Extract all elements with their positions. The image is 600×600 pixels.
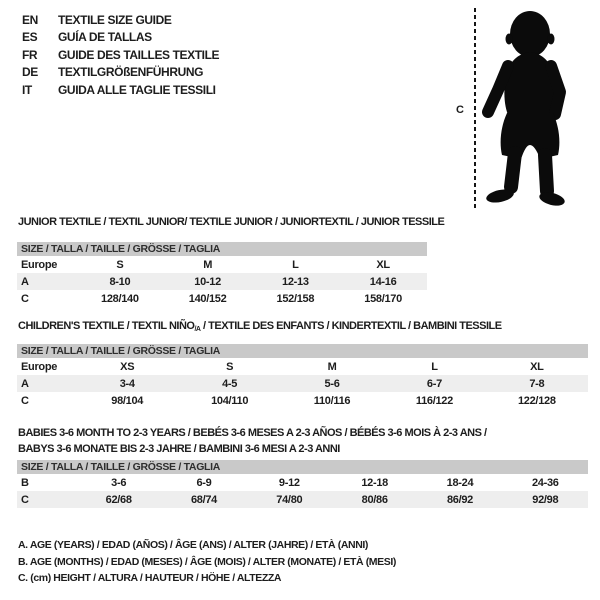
babies-size-table (17, 460, 588, 508)
toddler-silhouette (478, 8, 570, 208)
language-row (22, 11, 219, 29)
children-title-pre: CHILDREN'S TEXTILE / TEXTIL NIÑO (18, 320, 195, 332)
children-title-post: / TEXTILE DES ENFANTS / KINDERTEXTIL / BAMBINI TESSILE (200, 320, 502, 332)
size-cell: M (203, 258, 213, 271)
months-cell: 18-24 (446, 476, 474, 489)
height-cell: 128/140 (101, 292, 139, 305)
age-cell: 8-10 (109, 275, 131, 288)
guide-title-it: GUIDA ALLE TAGLIE TESSILI (58, 82, 216, 97)
age-cell: 3-4 (119, 377, 135, 390)
language-row (22, 81, 219, 99)
language-code: FR (22, 47, 38, 62)
babies-section-title (18, 425, 487, 457)
guide-title-en: TEXTILE SIZE GUIDE (58, 12, 172, 27)
guide-title-de: TEXTILGRÖßENFÜHRUNG (58, 65, 204, 80)
age-cell: 7-8 (529, 377, 545, 390)
height-cell: 110/116 (313, 394, 351, 407)
size-cell: XL (376, 258, 390, 271)
height-cell: 74/80 (276, 493, 303, 506)
table-row-height (17, 491, 588, 508)
guide-title-es: GUÍA DE TALLAS (58, 30, 152, 45)
age-cell: 4-5 (222, 377, 238, 390)
height-cell: 116/122 (415, 394, 453, 407)
age-cell: 12-13 (282, 275, 309, 288)
row-label: C (21, 292, 29, 305)
height-cell: 122/128 (517, 394, 556, 407)
row-label: A (21, 377, 29, 390)
junior-section-title: JUNIOR TEXTILE / TEXTIL JUNIOR/ TEXTILE JUNIOR / JUNIORTEXTIL / JUNIOR TESSILE (18, 216, 445, 228)
row-label: Europe (21, 360, 58, 373)
language-code: ES (22, 30, 38, 45)
row-label: C (21, 394, 29, 407)
row-label: Europe (21, 258, 58, 271)
table-row-height (17, 392, 588, 409)
months-cell: 9-12 (278, 476, 300, 489)
size-cell: S (226, 360, 234, 373)
children-size-table (17, 344, 588, 409)
size-cell: S (116, 258, 124, 271)
height-cell: 62/68 (105, 493, 132, 506)
language-row (22, 29, 219, 47)
size-header-bar: SIZE / TALLA / TAILLE / GRÖSSE / TAGLIA (17, 460, 588, 474)
row-label: C (21, 493, 29, 506)
legend-footnotes (18, 537, 396, 587)
footnote-height-cm: C. (cm) HEIGHT / ALTURA / HAUTEUR / HÖHE / ALTEZZA (18, 572, 282, 584)
months-cell: 3-6 (111, 476, 127, 489)
size-cell: L (431, 360, 438, 373)
language-code: IT (22, 82, 32, 97)
height-dashed-line (474, 8, 476, 208)
children-title-subscript: /A (194, 326, 201, 333)
footnote-age-months: B. AGE (MONTHS) / EDAD (MESES) / ÂGE (MOIS) / ALTER (MONATE) / ETÀ (MESI) (18, 555, 396, 568)
age-cell: 6-7 (426, 377, 442, 390)
height-cell: 92/98 (532, 493, 559, 506)
height-cell: 80/86 (361, 493, 388, 506)
language-code: DE (22, 65, 38, 80)
table-row-age (17, 273, 427, 290)
size-cell: XS (120, 360, 135, 373)
language-row (22, 64, 219, 82)
table-row-height (17, 290, 427, 307)
months-cell: 6-9 (196, 476, 212, 489)
months-cell: 24-36 (531, 476, 559, 489)
table-row-europe (17, 256, 427, 273)
language-title-list (22, 11, 219, 99)
age-cell: 14-16 (369, 275, 397, 288)
language-code: EN (22, 12, 38, 27)
height-cell: 86/92 (446, 493, 473, 506)
height-measure-label: C (456, 104, 464, 116)
size-cell: M (327, 360, 337, 373)
height-measurement-figure (450, 0, 600, 215)
months-cell: 12-18 (361, 476, 388, 489)
babies-title-line1: BABIES 3-6 MONTH TO 2-3 YEARS / BEBÉS 3-6 MESES A 2-3 AÑOS / BÉBÉS 3-6 MOIS À 2-3 ANS / (18, 427, 487, 439)
size-header-bar: SIZE / TALLA / TAILLE / GRÖSSE / TAGLIA (17, 344, 588, 358)
row-label: B (21, 476, 29, 489)
height-cell: 104/110 (211, 394, 249, 407)
age-cell: 10-12 (194, 275, 221, 288)
language-row (22, 46, 219, 64)
table-row-europe (17, 358, 588, 375)
height-cell: 158/170 (364, 292, 402, 305)
table-row-age (17, 375, 588, 392)
junior-size-table (17, 242, 427, 307)
height-cell: 68/74 (190, 493, 217, 506)
height-cell: 98/104 (111, 394, 144, 407)
guide-title-fr: GUIDE DES TAILLES TEXTILE (58, 47, 220, 62)
size-cell: L (292, 258, 299, 271)
table-row-months (17, 474, 588, 491)
age-cell: 5-6 (324, 377, 340, 390)
size-header-bar: SIZE / TALLA / TAILLE / GRÖSSE / TAGLIA (17, 242, 427, 256)
row-label: A (21, 275, 29, 288)
babies-title-line2: BABYS 3-6 MONATE BIS 2-3 JAHRE / BAMBINI 3-6 MESI A 2-3 ANNI (18, 443, 340, 455)
height-cell: 140/152 (188, 292, 227, 305)
size-cell: XL (530, 360, 544, 373)
children-section-title (18, 320, 502, 333)
footnote-age-years: A. AGE (YEARS) / EDAD (AÑOS) / ÂGE (ANS) / ALTER (JAHRE) / ETÀ (ANNI) (18, 539, 369, 551)
height-cell: 152/158 (276, 292, 315, 305)
